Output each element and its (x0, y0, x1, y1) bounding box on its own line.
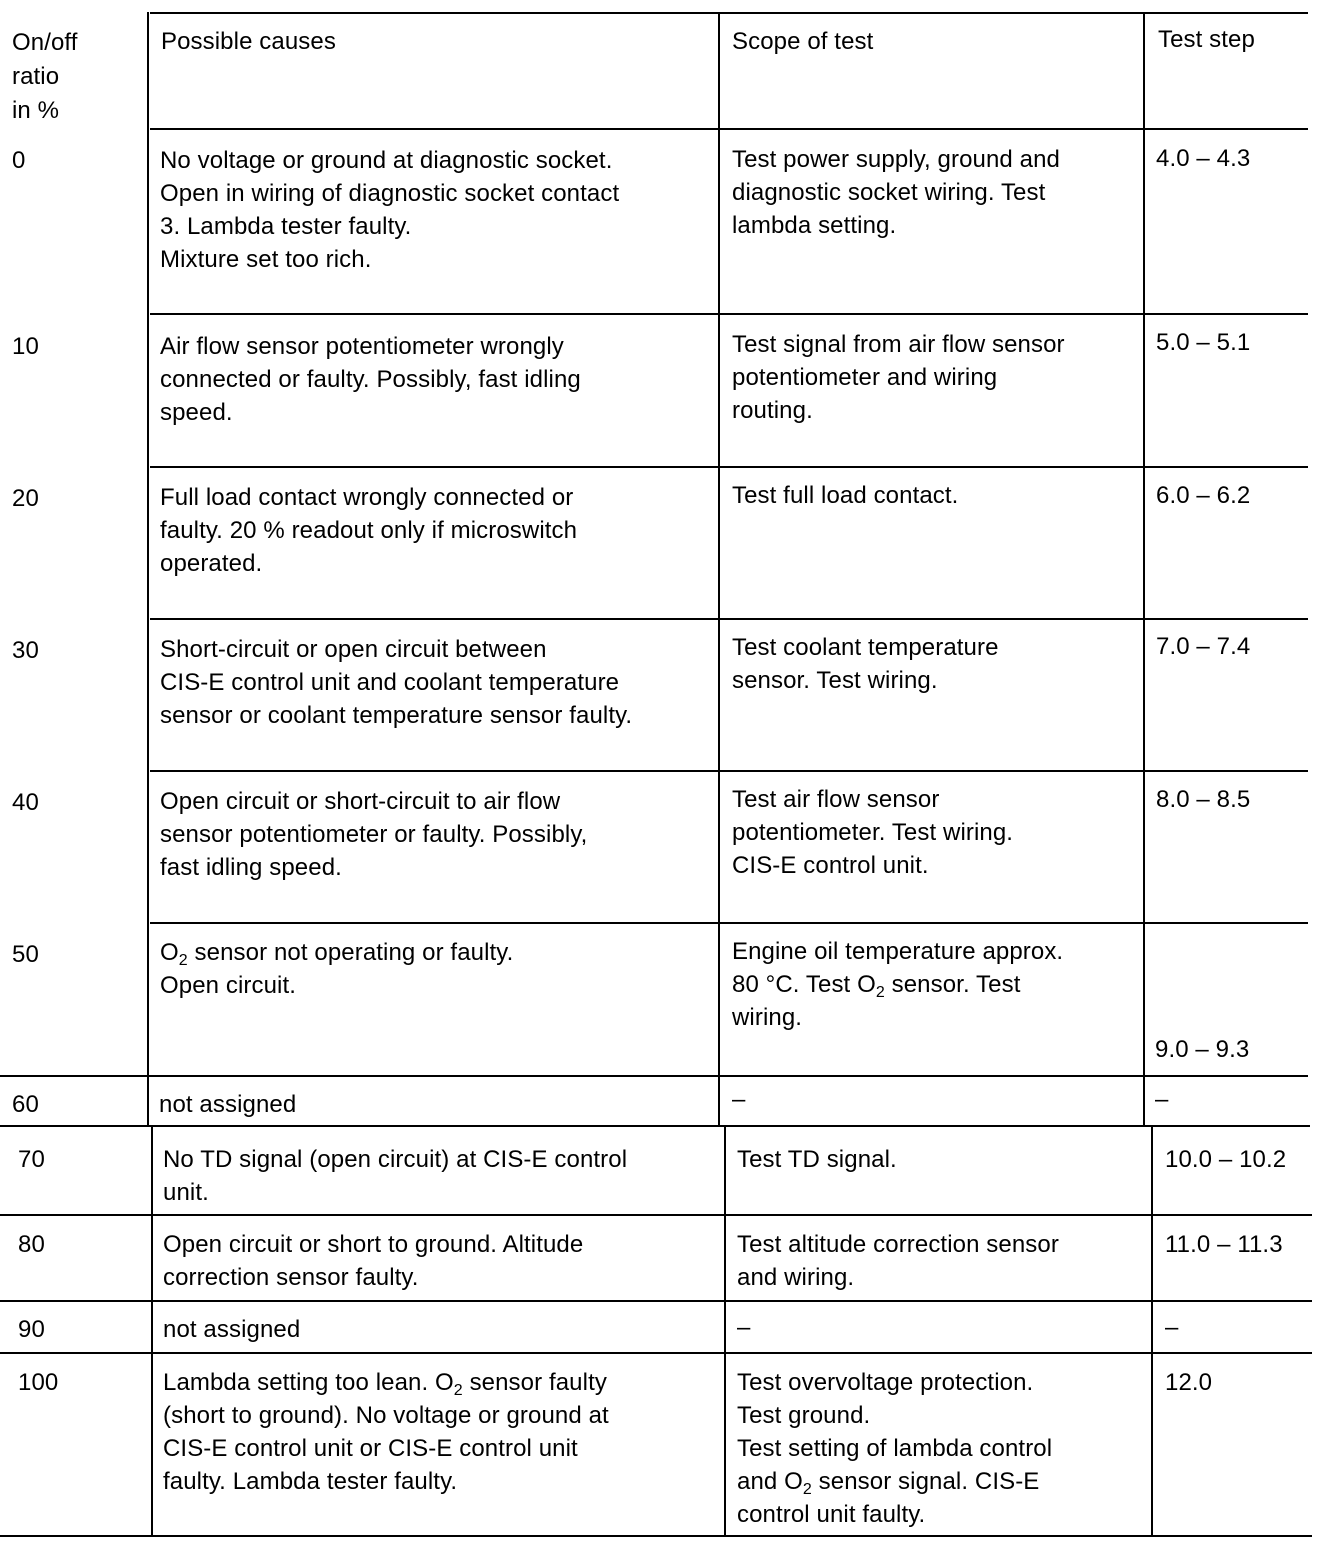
rule-col-causes-lower (151, 1125, 153, 1537)
step-cell: – (1155, 1086, 1169, 1113)
ratio-cell: 20 (12, 485, 39, 512)
subscript-2: 2 (802, 1481, 812, 1498)
ratio-cell: 60 (12, 1091, 39, 1118)
causes-text: sensor not operating or faulty. Open circuit. (160, 939, 514, 999)
scope-text: sensor signal. CIS-E control unit faulty. (737, 1468, 1040, 1528)
causes-cell: Full load contact wrongly connected or faulty. 20 % readout only if microswitch operated. (160, 484, 578, 577)
ratio-cell: 50 (12, 941, 39, 968)
rule-col-scope-lower (724, 1125, 726, 1537)
causes-cell: Open circuit or short to ground. Altitude correction sensor faulty. (163, 1231, 584, 1291)
ratio-cell: 80 (18, 1231, 45, 1258)
rule-after-row-80 (0, 1300, 1312, 1302)
causes-text: sensor faulty (short to ground). No voltage or ground at CIS-E control unit or CIS-E control unit faulty. Lambda tester faulty. (163, 1369, 609, 1495)
rule-after-row-30 (150, 770, 1308, 772)
causes-cell (160, 936, 513, 1002)
step-cell: 6.0 – 6.2 (1156, 482, 1251, 509)
ratio-cell: 0 (12, 147, 26, 174)
causes-cell (163, 1366, 609, 1498)
scope-cell: Test coolant temperature sensor. Test wiring. (732, 634, 999, 694)
rule-after-row-50 (0, 1075, 1308, 1077)
rule-after-row-20 (150, 618, 1308, 620)
causes-text: Lambda setting too lean. O (163, 1369, 454, 1396)
scope-cell (732, 935, 1063, 1034)
rule-after-row-10 (150, 466, 1308, 468)
causes-cell: No voltage or ground at diagnostic socket. Open in wiring of diagnostic socket contact 3. Lambda tester faulty. Mixture set too rich. (160, 147, 620, 273)
rule-after-row-0 (150, 313, 1308, 315)
rule-after-header (150, 128, 1308, 130)
scope-cell (737, 1366, 1052, 1531)
subscript-2: 2 (453, 1382, 463, 1399)
step-cell: 10.0 – 10.2 (1165, 1146, 1287, 1173)
step-cell: 4.0 – 4.3 (1156, 145, 1251, 172)
scope-text: Test overvoltage protection. Test ground. Test setting of lambda control and O (737, 1369, 1053, 1495)
scope-text: Engine oil temperature approx. 80 °C. Test O (732, 938, 1064, 998)
causes-cell: not assigned (163, 1316, 301, 1343)
scope-cell: Test signal from air flow sensor potentiometer and wiring routing. (732, 331, 1065, 424)
rule-col-step-upper (1143, 12, 1145, 1126)
rule-col-step-lower (1151, 1125, 1153, 1537)
ratio-cell: 90 (18, 1316, 45, 1343)
ratio-cell: 40 (12, 789, 39, 816)
rule-bottom (0, 1535, 1312, 1537)
step-cell: 9.0 – 9.3 (1155, 1036, 1250, 1063)
causes-cell: Short-circuit or open circuit between CIS-E control unit and coolant temperature sensor or coolant temperature sensor faulty. (160, 636, 633, 729)
header-scope: Scope of test (732, 28, 874, 55)
subscript-2: 2 (178, 952, 188, 969)
rule-after-row-90 (0, 1352, 1312, 1354)
step-cell: 12.0 (1165, 1369, 1213, 1396)
scope-cell: Test full load contact. (732, 482, 959, 509)
rule-col-causes-upper (147, 12, 149, 1126)
step-cell: 5.0 – 5.1 (1156, 329, 1251, 356)
rule-after-row-70 (0, 1214, 1312, 1216)
scope-cell: Test air flow sensor potentiometer. Test wiring. CIS-E control unit. (732, 786, 1014, 879)
rule-after-row-40 (150, 922, 1308, 924)
causes-cell: No TD signal (open circuit) at CIS-E control unit. (163, 1146, 628, 1206)
step-cell: – (1165, 1314, 1179, 1341)
causes-cell: not assigned (159, 1091, 297, 1118)
rule-top (150, 12, 1308, 14)
causes-cell: Air flow sensor potentiometer wrongly connected or faulty. Possibly, fast idling speed. (160, 333, 581, 426)
ratio-cell: 10 (12, 333, 39, 360)
scope-cell: Test power supply, ground and diagnostic socket wiring. Test lambda setting. (732, 146, 1060, 239)
ratio-cell: 70 (18, 1146, 45, 1173)
subscript-2: 2 (875, 984, 885, 1001)
scope-cell: – (732, 1086, 746, 1113)
header-ratio: On/off ratio in % (12, 29, 78, 124)
ratio-cell: 100 (18, 1369, 59, 1396)
scope-cell: Test altitude correction sensor and wiring. (737, 1231, 1059, 1291)
header-causes: Possible causes (161, 28, 336, 55)
step-cell: 8.0 – 8.5 (1156, 786, 1251, 813)
ratio-cell: 30 (12, 637, 39, 664)
causes-text: O (160, 939, 179, 966)
scope-cell: – (737, 1314, 751, 1341)
rule-after-row-60 (0, 1125, 1310, 1127)
step-cell: 11.0 – 11.3 (1165, 1231, 1283, 1258)
scope-cell: Test TD signal. (737, 1146, 897, 1173)
step-cell: 7.0 – 7.4 (1156, 633, 1251, 660)
causes-cell: Open circuit or short-circuit to air flow sensor potentiometer or faulty. Possibly, fast idling speed. (160, 788, 588, 881)
rule-col-scope-upper (718, 12, 720, 1126)
scope-text: sensor. Test wiring. (732, 971, 1021, 1031)
header-step: Test step (1158, 26, 1255, 53)
